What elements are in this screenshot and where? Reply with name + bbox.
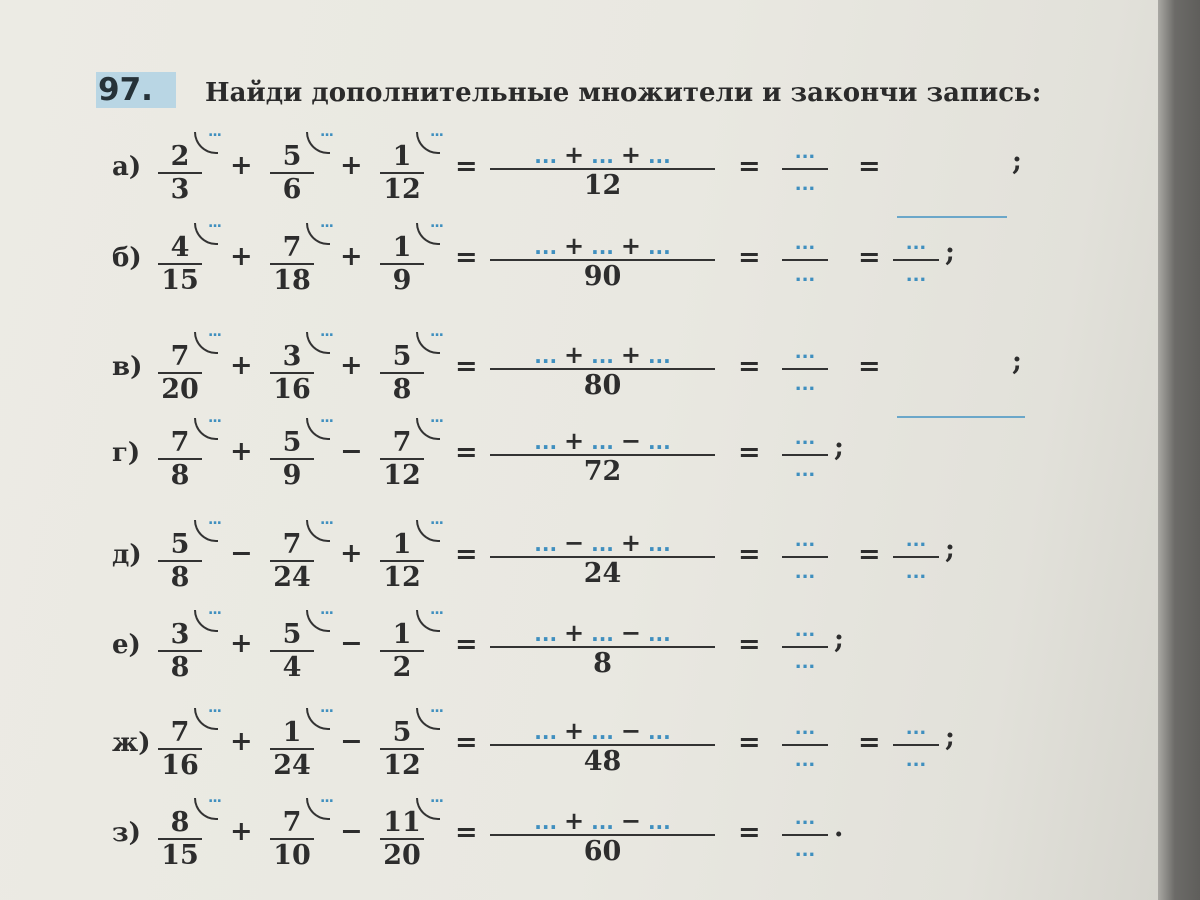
common-denominator-fraction [490,806,715,868]
equals-sign: = [738,817,761,848]
fraction-denominator: 16 [161,750,199,781]
equals-sign: = [858,351,881,382]
fraction-numerator: 1 [392,232,412,263]
row-end-punctuation: ; [834,432,844,463]
operator: + [230,350,253,381]
numerator-operator: − [620,426,641,455]
combined-numerator[interactable] [490,340,715,368]
common-denominator: 90 [583,261,622,292]
exercise-row [0,512,1150,610]
fraction-numerator: 5 [392,341,412,372]
common-denominator: 60 [583,836,622,867]
fraction-bar [782,168,828,170]
numerator-placeholder[interactable]: ... [534,532,558,556]
operator: − [230,538,253,569]
fraction-numerator: 3 [170,619,190,650]
fraction-denominator: 8 [170,460,190,491]
fraction-denominator: 8 [392,374,412,405]
multiplier-placeholder[interactable]: ... [320,410,333,426]
fraction-denominator: 20 [161,374,199,405]
multiplier-placeholder[interactable]: ... [208,602,221,618]
exercise-row [0,324,1150,422]
fraction-bar [782,368,828,370]
equals-sign: = [455,727,478,758]
fraction-denominator: 12 [383,174,421,205]
numerator-operator: + [620,140,641,169]
multiplier-placeholder[interactable]: ... [430,410,443,426]
numerator-placeholder[interactable]: ... [591,532,614,556]
numerator-placeholder[interactable]: ... [591,344,614,368]
fraction-denominator: 9 [392,265,412,296]
common-denominator-fraction [490,140,715,202]
combined-numerator[interactable] [490,426,715,454]
multiplier-placeholder[interactable]: ... [430,215,443,231]
numerator-placeholder[interactable]: ... [591,810,614,834]
operator: + [230,816,253,847]
common-denominator: 12 [583,170,622,201]
fraction [150,233,210,295]
exercise-label: в) [112,352,143,382]
fraction-numerator: 1 [392,619,412,650]
result-denominator-placeholder: ... [794,562,816,583]
numerator-placeholder[interactable]: ... [647,720,671,744]
fraction-bar [782,744,828,746]
fraction [262,142,322,204]
fraction-numerator: 5 [282,619,302,650]
result-numerator-placeholder: ... [794,233,816,254]
exercise-label: г) [112,438,141,468]
result-fraction[interactable] [782,142,828,196]
operator: − [340,628,363,659]
exercise-title: Найди дополнительные множители и закончи запись: [205,78,1042,108]
fraction-denominator: 8 [170,562,190,593]
row-end-punctuation: . [834,812,844,843]
exercise-row [0,700,1150,798]
operator: + [230,436,253,467]
result-fraction[interactable] [893,233,939,287]
numerator-placeholder[interactable]: ... [534,344,558,368]
operator: − [340,436,363,467]
fraction [372,718,432,780]
numerator-placeholder[interactable]: ... [591,622,614,646]
fraction-numerator: 7 [170,427,190,458]
numerator-operator: + [564,231,585,260]
combined-numerator[interactable] [490,716,715,744]
fraction [262,233,322,295]
exercise-label: ж) [112,728,151,758]
fraction-denominator: 8 [170,652,190,683]
fraction [150,808,210,870]
common-denominator-fraction [490,716,715,778]
fraction-denominator: 10 [273,840,311,871]
numerator-placeholder[interactable]: ... [647,430,671,454]
combined-numerator[interactable] [490,806,715,834]
fraction [150,428,210,490]
common-denominator-fraction [490,426,715,488]
numerator-placeholder[interactable]: ... [647,810,671,834]
numerator-placeholder[interactable]: ... [534,810,558,834]
operator: + [230,628,253,659]
numerator-placeholder[interactable]: ... [534,144,558,168]
numerator-operator: − [564,528,585,557]
operator: − [340,726,363,757]
fraction-denominator: 18 [273,265,311,296]
equals-sign: = [858,242,881,273]
result-fraction[interactable] [782,233,828,287]
multiplier-placeholder[interactable]: ... [430,124,443,140]
fraction-numerator: 4 [170,232,190,263]
numerator-placeholder[interactable]: ... [647,532,671,556]
result-denominator-placeholder: ... [794,460,816,481]
numerator-operator: − [620,806,641,835]
fraction [262,808,322,870]
fraction-numerator: 1 [282,717,302,748]
fraction-numerator: 7 [282,807,302,838]
fraction-bar [782,834,828,836]
fraction-numerator: 11 [383,807,421,838]
numerator-operator: + [564,340,585,369]
result-numerator-placeholder: ... [794,530,816,551]
common-denominator-fraction [490,528,715,590]
fraction-bar [782,556,828,558]
numerator-placeholder[interactable]: ... [534,622,558,646]
operator: + [230,150,253,181]
numerator-operator: + [564,806,585,835]
row-end-punctuation: ; [945,722,955,753]
result-fraction[interactable] [782,808,828,862]
result-fraction[interactable] [782,718,828,772]
fraction-numerator: 5 [392,717,412,748]
multiplier-placeholder[interactable]: ... [208,512,221,528]
fraction [372,142,432,204]
fraction [372,620,432,682]
fraction [150,530,210,592]
numerator-placeholder[interactable]: ... [591,720,614,744]
fraction [262,530,322,592]
numerator-operator: + [564,140,585,169]
fraction [262,342,322,404]
multiplier-placeholder[interactable]: ... [320,700,333,716]
fraction [262,620,322,682]
numerator-placeholder[interactable]: ... [647,622,671,646]
numerator-placeholder[interactable]: ... [534,720,558,744]
book-spine-edge [1158,0,1200,900]
row-end-punctuation: ; [1012,146,1022,177]
fraction [372,233,432,295]
result-denominator-placeholder: ... [794,265,816,286]
numerator-operator: + [564,618,585,647]
result-denominator-placeholder: ... [905,265,927,286]
fraction-numerator: 7 [170,717,190,748]
fraction-numerator: 3 [282,341,302,372]
operator: + [230,726,253,757]
fraction-denominator: 12 [383,460,421,491]
result-fraction[interactable] [893,718,939,772]
multiplier-placeholder[interactable]: ... [430,512,443,528]
numerator-operator: + [620,231,641,260]
equals-sign: = [455,437,478,468]
exercise-row [0,124,1150,222]
multiplier-placeholder[interactable]: ... [430,700,443,716]
equals-sign: = [738,242,761,273]
fraction-numerator: 1 [392,529,412,560]
fraction [262,718,322,780]
row-end-punctuation: ; [834,624,844,655]
fraction-denominator: 9 [282,460,302,491]
multiplier-placeholder[interactable]: ... [320,324,333,340]
answer-blank-line[interactable] [897,216,1007,218]
fraction-denominator: 20 [383,840,421,871]
result-denominator-placeholder: ... [794,174,816,195]
numerator-placeholder[interactable]: ... [647,344,671,368]
result-numerator-placeholder: ... [905,530,927,551]
fraction-numerator: 5 [282,141,302,172]
numerator-placeholder[interactable]: ... [647,144,671,168]
multiplier-placeholder[interactable]: ... [430,602,443,618]
fraction [372,342,432,404]
combined-numerator[interactable] [490,140,715,168]
fraction [372,428,432,490]
combined-numerator[interactable] [490,528,715,556]
multiplier-placeholder[interactable]: ... [320,602,333,618]
fraction-numerator: 5 [282,427,302,458]
exercise-label: з) [112,818,141,848]
fraction-denominator: 12 [383,562,421,593]
fraction [372,808,432,870]
multiplier-placeholder[interactable]: ... [208,124,221,140]
equals-sign: = [738,437,761,468]
exercise-row [0,410,1150,508]
common-denominator-fraction [490,231,715,293]
fraction-denominator: 15 [161,840,199,871]
numerator-placeholder[interactable]: ... [534,430,558,454]
equals-sign: = [455,242,478,273]
common-denominator: 72 [583,456,622,487]
multiplier-placeholder[interactable]: ... [320,512,333,528]
fraction-bar [782,646,828,648]
fraction-bar [782,259,828,261]
multiplier-placeholder[interactable]: ... [208,215,221,231]
result-fraction[interactable] [893,530,939,584]
common-denominator-fraction [490,340,715,402]
equals-sign: = [738,629,761,660]
fraction [150,142,210,204]
numerator-placeholder[interactable]: ... [534,235,558,259]
multiplier-placeholder[interactable]: ... [320,124,333,140]
result-fraction[interactable] [782,342,828,396]
result-denominator-placeholder: ... [905,562,927,583]
numerator-placeholder[interactable]: ... [591,430,614,454]
numerator-placeholder[interactable]: ... [591,235,614,259]
result-denominator-placeholder: ... [794,652,816,673]
result-numerator-placeholder: ... [794,142,816,163]
combined-numerator[interactable] [490,231,715,259]
combined-numerator[interactable] [490,618,715,646]
multiplier-placeholder[interactable]: ... [320,790,333,806]
fraction [372,530,432,592]
equals-sign: = [455,629,478,660]
equals-sign: = [738,539,761,570]
row-end-punctuation: ; [1012,346,1022,377]
exercise-row [0,215,1150,313]
result-fraction[interactable] [782,428,828,482]
common-denominator: 80 [583,370,622,401]
equals-sign: = [455,539,478,570]
exercise-label: е) [112,630,141,660]
fraction-bar [893,259,939,261]
operator: + [230,241,253,272]
numerator-placeholder[interactable]: ... [647,235,671,259]
fraction [150,718,210,780]
result-numerator-placeholder: ... [794,620,816,641]
fraction-numerator: 7 [392,427,412,458]
fraction-numerator: 5 [170,529,190,560]
answer-blank-line[interactable] [897,416,1025,418]
result-numerator-placeholder: ... [794,342,816,363]
common-denominator: 24 [583,558,622,589]
multiplier-placeholder[interactable]: ... [208,324,221,340]
numerator-operator: − [620,618,641,647]
equals-sign: = [738,151,761,182]
numerator-operator: − [620,716,641,745]
fraction-denominator: 24 [273,750,311,781]
fraction [262,428,322,490]
fraction-numerator: 2 [170,141,190,172]
equals-sign: = [858,151,881,182]
fraction-bar [893,744,939,746]
result-denominator-placeholder: ... [794,374,816,395]
operator: + [340,538,363,569]
fraction [150,620,210,682]
common-denominator: 48 [583,746,622,777]
numerator-placeholder[interactable]: ... [591,144,614,168]
exercise-label: д) [112,540,142,570]
equals-sign: = [858,727,881,758]
fraction-denominator: 24 [273,562,311,593]
fraction-numerator: 1 [392,141,412,172]
exercise-row [0,602,1150,700]
row-end-punctuation: ; [945,237,955,268]
fraction-numerator: 7 [170,341,190,372]
multiplier-placeholder[interactable]: ... [208,790,221,806]
exercise-label: б) [112,243,142,273]
fraction-numerator: 8 [170,807,190,838]
common-denominator: 8 [593,648,612,679]
fraction-denominator: 6 [282,174,302,205]
result-numerator-placeholder: ... [794,428,816,449]
fraction-bar [893,556,939,558]
equals-sign: = [455,151,478,182]
equals-sign: = [738,351,761,382]
exercise-number: 97. [98,72,153,108]
row-end-punctuation: ; [945,534,955,565]
result-numerator-placeholder: ... [905,718,927,739]
fraction-bar [782,454,828,456]
fraction-denominator: 12 [383,750,421,781]
numerator-operator: + [620,528,641,557]
equals-sign: = [455,817,478,848]
result-denominator-placeholder: ... [794,840,816,861]
exercise-row [0,790,1150,888]
multiplier-placeholder[interactable]: ... [430,324,443,340]
fraction-numerator: 7 [282,232,302,263]
operator: + [340,150,363,181]
common-denominator-fraction [490,618,715,680]
numerator-operator: + [564,426,585,455]
multiplier-placeholder[interactable]: ... [320,215,333,231]
result-denominator-placeholder: ... [794,750,816,771]
result-numerator-placeholder: ... [905,233,927,254]
exercise-label: а) [112,152,142,182]
operator: + [340,241,363,272]
fraction-denominator: 4 [282,652,302,683]
multiplier-placeholder[interactable]: ... [430,790,443,806]
equals-sign: = [738,727,761,758]
equals-sign: = [455,351,478,382]
numerator-operator: + [620,340,641,369]
fraction-denominator: 15 [161,265,199,296]
fraction-denominator: 3 [170,174,190,205]
fraction-denominator: 2 [392,652,412,683]
fraction-denominator: 16 [273,374,311,405]
result-denominator-placeholder: ... [905,750,927,771]
fraction-numerator: 7 [282,529,302,560]
operator: − [340,816,363,847]
fraction [150,342,210,404]
result-numerator-placeholder: ... [794,808,816,829]
operator: + [340,350,363,381]
multiplier-placeholder[interactable]: ... [208,410,221,426]
multiplier-placeholder[interactable]: ... [208,700,221,716]
result-fraction[interactable] [782,620,828,674]
result-fraction[interactable] [782,530,828,584]
equals-sign: = [858,539,881,570]
result-numerator-placeholder: ... [794,718,816,739]
numerator-operator: + [564,716,585,745]
